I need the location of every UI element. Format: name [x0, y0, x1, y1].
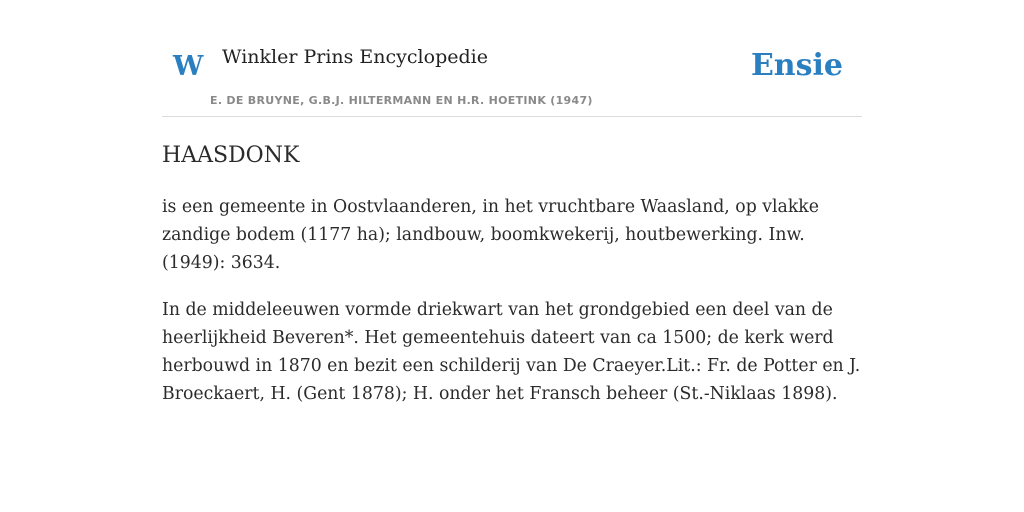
- header: [162, 0, 862, 117]
- entry-paragraph-1: is een gemeente in Oostvlaanderen, in het vruchtbare Waasland, op vlakke zandige bodem (1177 ha); landbouw, boomkwekerij, houtbewerking. Inw. (1949): 3634.: [162, 197, 820, 273]
- page: [162, 0, 862, 408]
- book-authors: E. DE BRUYNE, G.B.J. HILTERMANN EN H.R. HOETINK (1947): [210, 94, 593, 107]
- entry-paragraph-2: In de middeleeuwen vormde driekwart van het grondgebied een deel van de heerlijkheid Beveren*. Het gemeentehuis dateert van ca 1500; de kerk werd herbouwd in 1870 en bezit een schilderij van De Craeyer.Lit.: Fr. de Potter en J. Broeckaert, H. (Gent 1878); H. onder het Fransch beheer (St.-Niklaas 1898).: [162, 300, 861, 404]
- ensie-logo[interactable]: Ensie: [750, 48, 843, 83]
- book-title-link[interactable]: Winkler Prins Encyclopedie: [222, 46, 488, 68]
- entry-title: HAASDONK: [162, 143, 300, 168]
- winkler-prins-logo[interactable]: W: [173, 51, 204, 82]
